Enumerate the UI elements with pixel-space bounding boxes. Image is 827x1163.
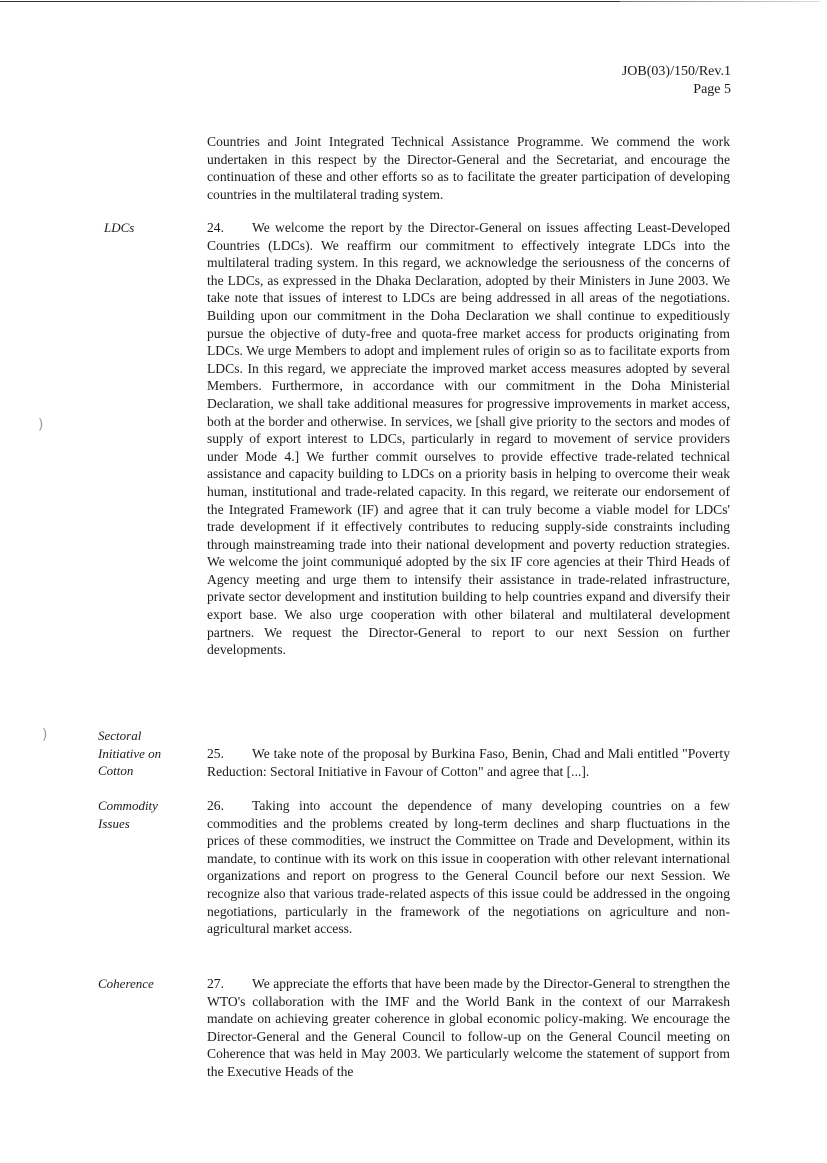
margin-heading-cotton: Sectoral Initiative on Cotton (98, 728, 162, 779)
paragraph-text: Taking into account the dependence of many developing countries on a few commodities and the problems created by long-term declines and sharp fluctuations in the prices of these commodities, we instruct the Committee on Trade and Development, within its mandate, to continue with its work on this issue in cooperation with other relevant international organizations and report on progress to the General Council before our next Session. We recognize also that various trade-related aspects of this issue could be addressed in the ongoing negotiations, particularly in the framework of the negotiations on agriculture and non-agricultural market access. (207, 798, 730, 937)
binder-hole-mark: ) (38, 417, 44, 433)
paragraph-26 (207, 797, 730, 938)
page-number: Page 5 (693, 82, 731, 97)
paragraph-continuation (207, 133, 730, 203)
page-header (622, 63, 731, 99)
paragraph-text: We take note of the proposal by Burkina Faso, Benin, Chad and Mali entitled "Poverty Reduction: Sectoral Initiative in Favour of Cotton" and agree that [...]. (207, 746, 730, 779)
document-symbol: JOB(03)/150/Rev.1 (621, 64, 731, 79)
paragraph-number: 24. (207, 220, 224, 235)
paragraph-text: We appreciate the efforts that have been made by the Director-General to strengthen the WTO's collaboration with the IMF and the World Bank in the context of our Marrakesh mandate on achieving greater coherence in global economic policy-making. We encourage the Director-General and the General Council to follow-up on the General Council meeting on Coherence that was held in May 2003. We particularly welcome the statement of support from the Executive Heads of the (207, 976, 730, 1079)
margin-heading-coherence: Coherence (98, 976, 154, 991)
paragraph-text: We welcome the report by the Director-General on issues affecting Least-Developed Countries (LDCs). We reaffirm our commitment to effectively integrate LDCs into the multilateral trading system. In this regard, we acknowledge the seriousness of the concerns of the LDCs, as expressed in the Dhaka Declaration, adopted by their Ministers in June 2003. We take note that issues of interest to LDCs are being addressed in all areas of the negotiations. Building upon our commitment in the Doha Declaration we shall continue to expeditiously pursue the objective of duty-free and quota-free market access for products originating from LDCs. We urge Members to adopt and implement rules of origin so as to facilitate exports from LDCs. In this regard, we appreciate the improved market access measures adopted by several Members. Furthermore, in accordance with our commitment in the Doha Ministerial Declaration, we shall take additional measures for progressive improvements in market access, both at the border and otherwise. In services, we [shall give priority to the sectors and modes of supply of export interest to LDCs, particularly in regard to movement of service providers under Mode 4.] We further commit ourselves to provide effective trade-related technical assistance and capacity building to LDCs on a priority basis in helping to overcome their weak human, institutional and trade-related capacity. In this regard, we reiterate our endorsement of the Integrated Framework (IF) and agree that it can truly become a viable model for LDCs' trade development if it effectively contributes to reducing supply-side constraints including through mainstreaming trade into their national development and poverty reduction strategies. We welcome the joint communiqué adopted by the six IF core agencies at their Third Heads of Agency meeting and urge them to intensify their assistance in trade-related infrastructure, private sector development and institution building to help countries expand and diversify their export base. We also urge cooperation with other bilateral and multilateral development partners. We request the Director-General to report to our next Session on further developments. (207, 220, 730, 658)
margin-heading-commodity: Commodity Issues (98, 798, 158, 831)
binder-hole-mark: ) (42, 727, 48, 743)
margin-heading-ldcs: LDCs (104, 220, 135, 235)
paragraph-number: 25. (207, 746, 224, 761)
paragraph-text: Countries and Joint Integrated Technical Assistance Programme. We commend the work undertaken in this respect by the Director-General and the Secretariat, and encourage the continuation of these and other efforts so as to facilitate the greater participation of developing countries in the multilateral trading system. (207, 134, 730, 202)
paragraph-27 (207, 975, 730, 1081)
paragraph-number: 27. (207, 976, 224, 991)
paragraph-number: 26. (207, 798, 224, 813)
top-rule (0, 1, 620, 2)
paragraph-25 (207, 745, 730, 780)
paragraph-24 (207, 219, 730, 659)
top-rule-fade (620, 1, 820, 2)
